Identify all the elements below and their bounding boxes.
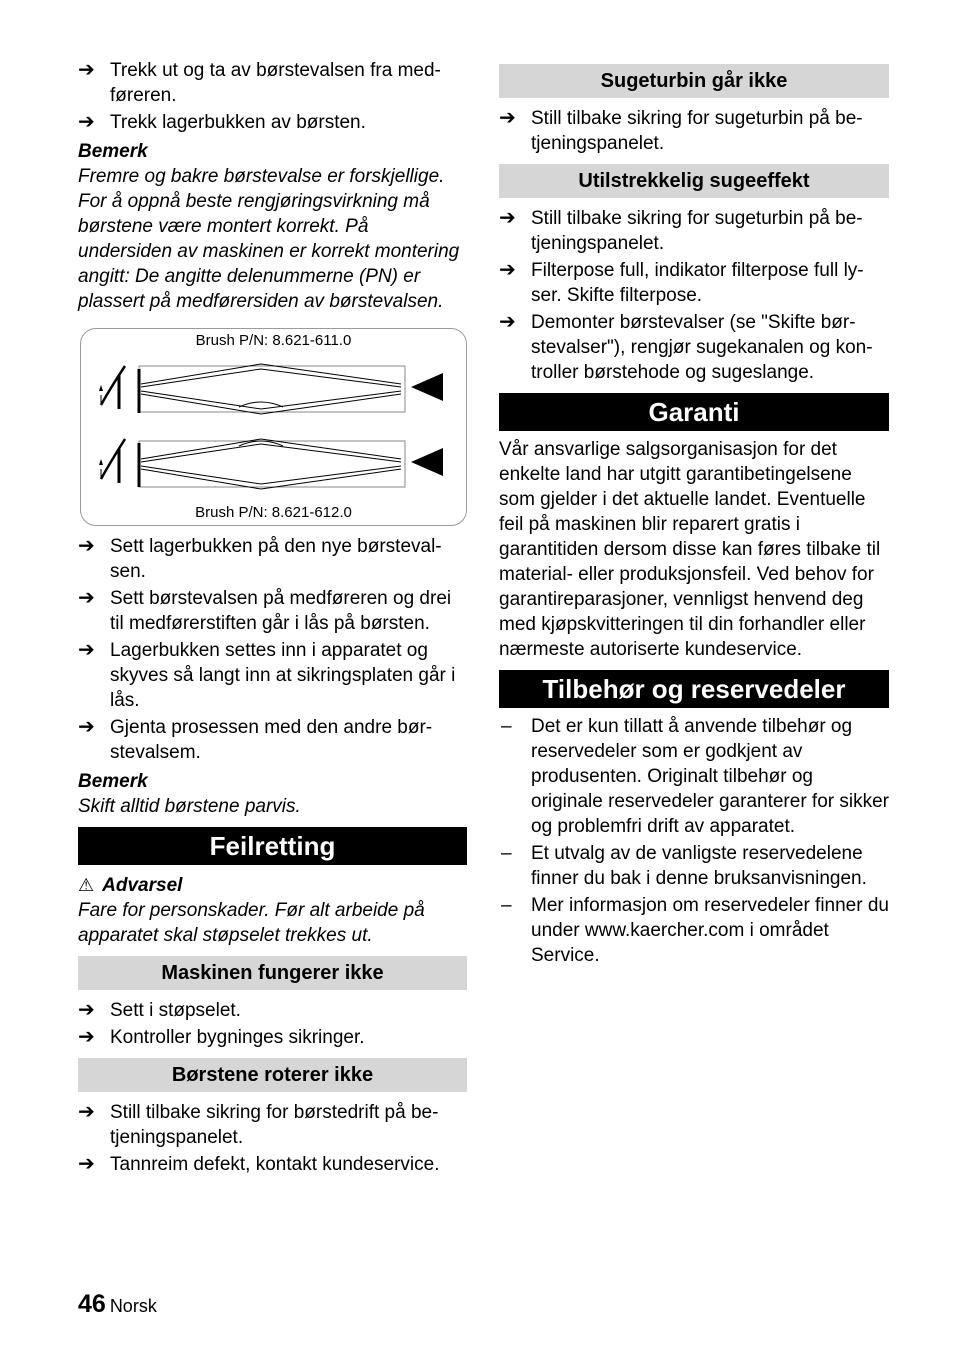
section-heading-tilbehor: Tilbehør og reservedeler	[499, 670, 889, 708]
right-column	[499, 58, 889, 970]
dash-marker: –	[501, 895, 512, 916]
step-item: ➔ Trekk ut og ta av børstevalsen fra med-føreren.	[78, 59, 441, 106]
note-text: Skift alltid børstene parvis.	[78, 796, 301, 817]
arrow-icon: ➔	[78, 111, 95, 133]
arrow-icon: ➔	[499, 107, 516, 129]
note-text: Fremre og bakre børstevalse er forskjellige. For å oppnå beste rengjøringsvirkning må børstene være montert korrekt. På undersiden av maskinen er korrekt montering angitt: De angitte delenummerne (PN) er plassert på medførersiden av børstevalsen.	[78, 166, 460, 312]
page-number: 46	[78, 1290, 106, 1318]
step-item: ➔ Lagerbukken settes inn i apparatet og skyves så langt inn at sikringsplaten går i lås.	[78, 639, 456, 711]
footer-language: Norsk	[109, 1296, 157, 1316]
brush-label-bottom: Brush P/N: 8.621-612.0	[195, 504, 352, 521]
brush-diagram	[81, 329, 466, 525]
arrow-icon: ➔	[78, 1153, 95, 1175]
subheading-sugeturbin: Sugeturbin går ikke	[499, 64, 889, 98]
step-item: ➔ Still tilbake sikring for sugeturbin på be-tjeningspanelet.	[499, 207, 863, 254]
subheading-sugeeffekt: Utilstrekkelig sugeeffekt	[499, 164, 889, 198]
page-footer	[78, 1292, 157, 1319]
list-item: – Mer informasjon om reservedeler finner du under www.kaercher.com i området Service.	[501, 895, 889, 966]
warning-icon: ⚠	[78, 875, 95, 895]
list-item: – Det er kun tillatt å anvende tilbehør og reservedeler som er godkjent av produsenten. Originalt tilbehør og originale reservedeler garanterer for sikker og problemfri drift av apparatet.	[501, 716, 889, 837]
step-item: ➔ Demonter børstevalser (se "Skifte bør-stevalser"), rengjør sugekanalen og kon-troller børstehode og sugeslange.	[499, 311, 873, 383]
step-item: ➔ Gjenta prosessen med den andre bør-stevalsem.	[78, 716, 433, 763]
arrow-icon: ➔	[78, 1026, 95, 1048]
section-heading-garanti: Garanti	[499, 393, 889, 431]
step-item: ➔ Sett lagerbukken på den nye børsteval-sen.	[78, 535, 442, 582]
dash-marker: –	[501, 716, 512, 737]
warning-text: Fare for personskader. Før alt arbeide på apparatet skal støpselet trekkes ut.	[78, 900, 425, 946]
step-item: ➔ Filterpose full, indikator filterpose full ly-ser. Skifte filterpose.	[499, 259, 864, 306]
garanti-text: Vår ansvarlige salgsorganisasjon for det enkelte land har utgitt garantibetingelsene som gjelder i det aktuelle landet. Eventuelle feil på maskinen blir reparert gratis i garantitiden dersom disse kan føres tilbake til material- eller produksjonsfeil. Ved behov for garantireparasjoner, vennligst henvend deg med kjøpskvitteringen til din forhandler eller nærmeste autoriserte kundeservice.	[499, 439, 881, 660]
dash-marker: –	[501, 843, 512, 864]
arrow-icon: ➔	[499, 259, 516, 281]
note-title: Bemerk	[78, 141, 148, 162]
step-item: ➔ Sett i støpselet.	[78, 999, 241, 1021]
list-item: – Et utvalg av de vanligste reservedelene finner du bak i denne bruksanvisningen.	[501, 843, 867, 889]
subheading-maskinen: Maskinen fungerer ikke	[78, 956, 467, 990]
arrow-icon: ➔	[78, 639, 95, 661]
direction-arrow-bottom	[411, 448, 443, 476]
step-item: ➔ Tannreim defekt, kontakt kundeservice.	[78, 1153, 440, 1175]
step-item: ➔ Sett børstevalsen på medføreren og drei til medførerstiften går i lås på børsten.	[78, 587, 452, 634]
arrow-icon: ➔	[499, 207, 516, 229]
step-item: ➔ Still tilbake sikring for børstedrift på be-tjeningspanelet.	[78, 1101, 439, 1148]
subheading-borstene: Børstene roterer ikke	[78, 1058, 467, 1092]
brush-rear-drawing	[101, 439, 405, 489]
arrow-icon: ➔	[78, 587, 95, 609]
brush-figure	[80, 328, 467, 526]
note-title: Bemerk	[78, 771, 148, 792]
arrow-icon: ➔	[78, 999, 95, 1021]
section-heading-feilretting: Feilretting	[78, 827, 467, 865]
arrow-icon: ➔	[78, 1101, 95, 1123]
arrow-icon: ➔	[78, 535, 95, 557]
step-item: ➔ Trekk lagerbukken av børsten.	[78, 111, 366, 133]
arrow-icon: ➔	[78, 59, 95, 81]
brush-label-top: Brush P/N: 8.621-611.0	[195, 332, 352, 349]
warning-title: ⚠ Advarsel	[78, 875, 183, 896]
arrow-icon: ➔	[499, 311, 516, 333]
brush-front-drawing	[101, 364, 405, 414]
arrow-icon: ➔	[78, 716, 95, 738]
step-item: ➔ Still tilbake sikring for sugeturbin på be-tjeningspanelet.	[499, 107, 863, 154]
left-column	[78, 58, 467, 1179]
direction-arrow-top	[411, 373, 443, 401]
step-item: ➔ Kontroller bygninges sikringer.	[78, 1026, 365, 1048]
